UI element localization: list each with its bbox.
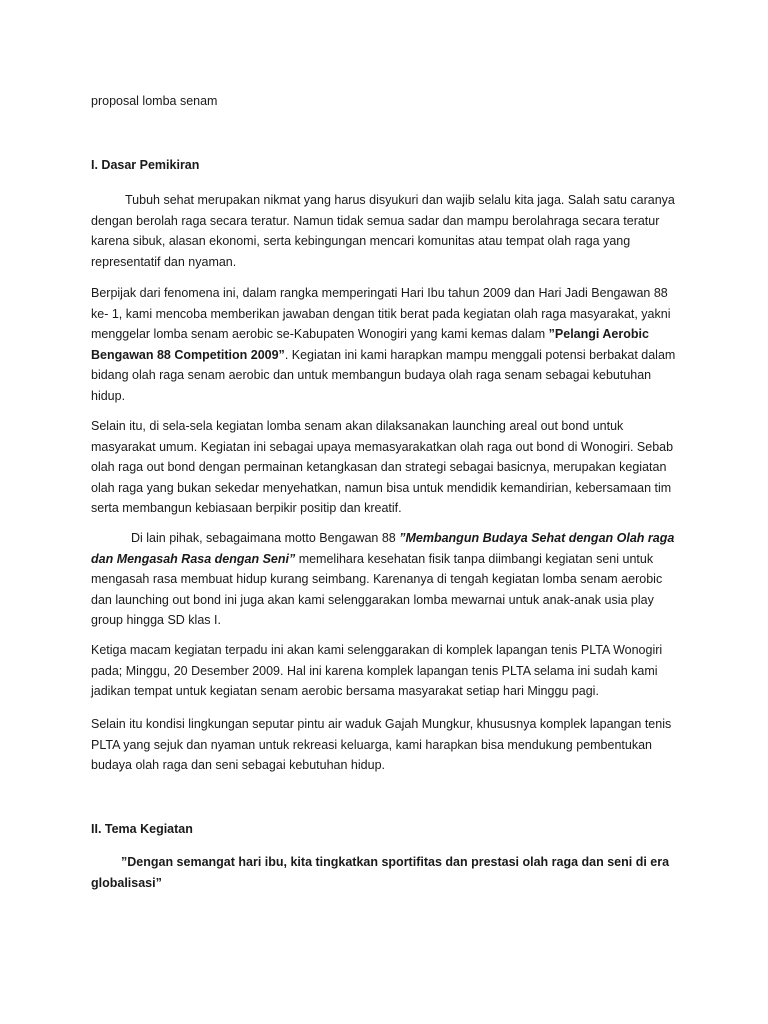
- theme-statement: ”Dengan semangat hari ibu, kita tingkatkan sportifitas dan prestasi olah raga dan seni di era globalisasi”: [91, 855, 670, 890]
- paragraph-5: Ketiga macam kegiatan terpadu ini akan kami selenggarakan di komplek lapangan tenis PLTA Wonogiri pada; Minggu, 20 Desember 2009. Hal ini karena komplek lapangan tenis PLTA selama ini sudah kami jadikan tempat untuk kegiatan senam aerobic bersama masyarakat setiap hari Minggu pagi.: [91, 643, 663, 698]
- motto-bold-italic: ”Membangun Budaya Sehat dengan Olah raga dan Mengasah Rasa dengan Seni”: [91, 531, 675, 566]
- document-title: proposal lomba senam: [91, 94, 218, 108]
- event-name-bold: ”Pelangi Aerobic Bengawan 88 Competition 2009”: [91, 327, 649, 362]
- section-heading-tema-kegiatan: II. Tema Kegiatan: [91, 822, 193, 836]
- paragraph-3: Selain itu, di sela-sela kegiatan lomba senam akan dilaksanakan launching areal out bond untuk masyarakat umum. Kegiatan ini sebagai upaya memasyarakatkan olah raga out bond di Wonogiri. Sebab olah raga out bond dengan permainan ketangkasan dan strategi sebagai basicnya, merupakan kegiatan olah raga yang bukan sekedar menyehatkan, namun bisa untuk mendidik kemandirian, kebersamaan tim serta membangun kebiasaan berpikir positip dan kreatif.: [91, 419, 674, 515]
- paragraph-4-text-after: memelihara kesehatan fisik tanpa diimbangi kegiatan seni untuk mengasah rasa membuat hidup kurang seimbang. Karenanya di tengah kegiatan lomba senam aerobic dan launching out bond ini juga akan kami selenggarakan lomba mewarnai untuk anak-anak usia play group hingga SD klas I.: [91, 551, 663, 627]
- paragraph-2-text-before: Berpijak dari fenomena ini, dalam rangka memperingati Hari Ibu tahun 2009 dan Hari Jadi Bengawan 88 ke- 1, kami mencoba memberikan jawaban dengan titik berat pada kegiatan olah raga masyarakat, yakni menggelar lomba senam aerobic se-Kabupaten Wonogiri yang kami kemas dalam: [91, 286, 671, 341]
- paragraph-2-text-after: . Kegiatan ini kami harapkan mampu menggali potensi berbakat dalam bidang olah raga senam aerobic dan untuk membangun budaya olah raga senam sebagai kebutuhan hidup.: [91, 347, 676, 403]
- paragraph-4: [91, 528, 681, 631]
- paragraph-2: [91, 283, 681, 406]
- section-heading-dasar-pemikiran: I. Dasar Pemikiran: [91, 158, 200, 172]
- paragraph-4-text-before: Di lain pihak, sebagaimana motto Bengawan 88: [131, 531, 400, 545]
- paragraph-6: Selain itu kondisi lingkungan seputar pintu air waduk Gajah Mungkur, khususnya komplek lapangan tenis PLTA yang sejuk dan nyaman untuk rekreasi keluarga, kami harapkan bisa mendukung pembentukan budaya olah raga dan seni sebagai kebutuhan hidup.: [91, 717, 672, 772]
- paragraph-1: Tubuh sehat merupakan nikmat yang harus disyukuri dan wajib selalu kita jaga. Salah satu caranya dengan berolah raga secara teratur. Namun tidak semua sadar dan mampu berolahraga secara teratur karena sibuk, alasan ekonomi, serta kebingungan mencari komunitas atau tempat olah raga yang representatif dan nyaman.: [91, 193, 675, 269]
